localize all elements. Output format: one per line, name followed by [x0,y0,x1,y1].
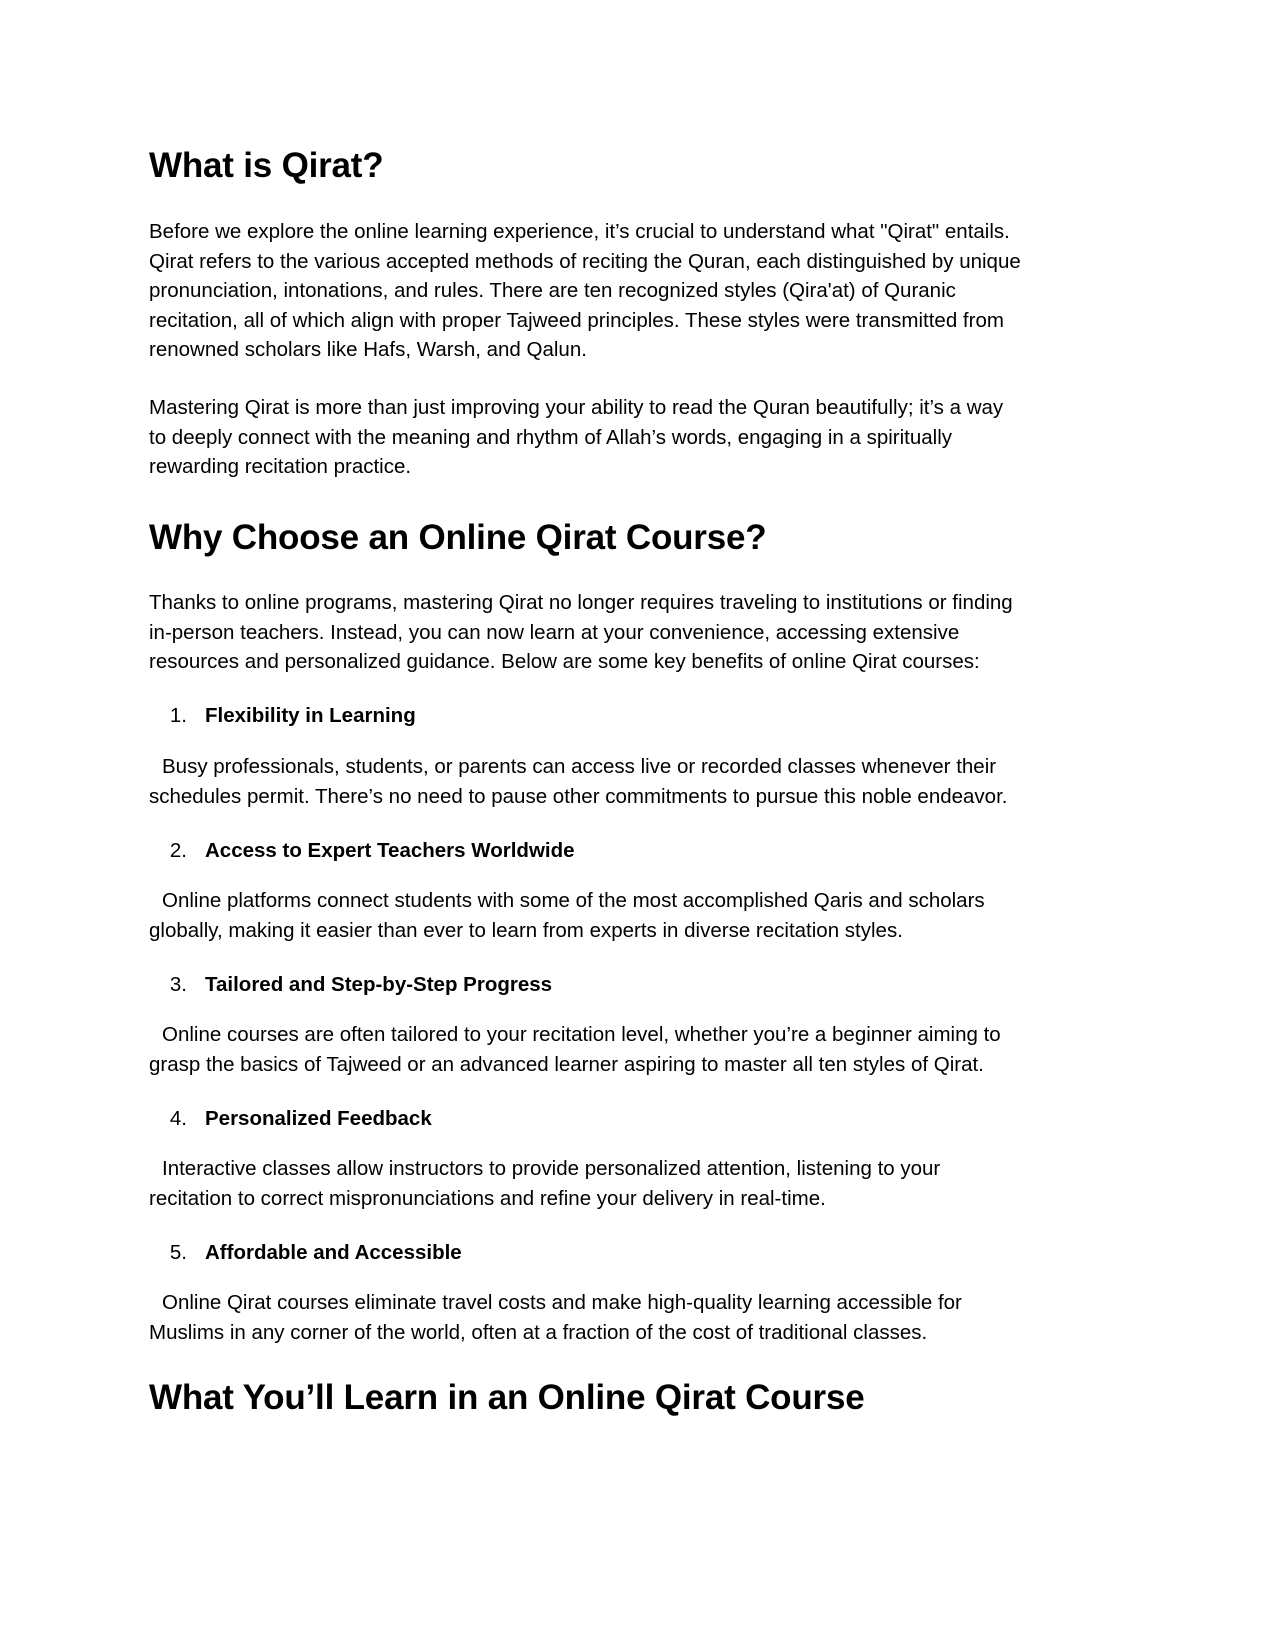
list-number: 4. [169,1107,187,1130]
list-item-benefit-5 [149,1240,462,1266]
benefit-title: Personalized Feedback [205,1107,432,1130]
list-item-benefit-1 [149,703,416,729]
text-line: recitation to correct mispronunciations and refine your delivery in real-time. [149,1186,826,1210]
text-line: rewarding recitation practice. [149,455,412,478]
text-line: renowned scholars like Hafs, Warsh, and Qalun. [149,338,587,361]
paragraph-benefit-5 [149,1288,962,1347]
paragraph-online-intro [149,588,1013,677]
paragraph-benefit-2 [149,886,985,945]
text-line: in-person teachers. Instead, you can now learn at your convenience, accessing extensive [149,620,960,644]
text-line: globally, making it easier than ever to learn from experts in diverse recitation styles. [149,918,903,942]
benefit-title: Flexibility in Learning [205,704,416,727]
heading-what-youll-learn: What You’ll Learn in an Online Qirat Course [149,1378,865,1417]
text-line: grasp the basics of Tajweed or an advanced learner aspiring to master all ten styles of Qirat. [149,1052,984,1076]
paragraph-qirat-definition [149,217,1021,365]
list-item-benefit-4 [149,1106,432,1132]
list-item-benefit-3 [149,972,552,998]
text-line: recitation, all of which align with proper Tajweed principles. These styles were transmitted from [149,308,1004,332]
text-line: Online Qirat courses eliminate travel costs and make high-quality learning accessible for [162,1291,962,1314]
list-item-benefit-2 [149,838,575,864]
paragraph-benefit-4 [149,1154,940,1213]
text-line: pronunciation, intonations, and rules. There are ten recognized styles (Qira'at) of Quranic [149,279,956,302]
text-line: Before we explore the online learning experience, it’s crucial to understand what "Qirat" entails. [149,220,1010,243]
text-line: Interactive classes allow instructors to provide personalized attention, listening to your [162,1157,941,1180]
list-number: 2. [169,839,187,862]
text-line: schedules permit. There’s no need to pause other commitments to pursue this noble endeavor. [149,784,1008,808]
text-line: Qirat refers to the various accepted methods of reciting the Quran, each distinguished by unique [149,249,1021,273]
text-line: Busy professionals, students, or parents can access live or recorded classes whenever their [162,755,997,778]
text-line: to deeply connect with the meaning and rhythm of Allah’s words, engaging in a spiritually [149,425,953,449]
paragraph-benefit-1 [149,752,1007,811]
benefit-title: Affordable and Accessible [205,1241,462,1264]
paragraph-benefit-3 [149,1020,1001,1079]
heading-why-choose-online: Why Choose an Online Qirat Course? [149,518,767,557]
list-number: 3. [169,973,187,996]
list-number: 5. [169,1241,187,1264]
text-line: Online courses are often tailored to your recitation level, whether you’re a beginner aiming to [162,1023,1001,1046]
list-number: 1. [169,704,187,727]
text-line: Thanks to online programs, mastering Qirat no longer requires traveling to institutions or finding [149,591,1013,614]
text-line: Online platforms connect students with some of the most accomplished Qaris and scholars [162,889,985,912]
benefit-title: Access to Expert Teachers Worldwide [205,839,575,862]
text-line: Mastering Qirat is more than just improving your ability to read the Quran beautifully; it’s a way [149,396,1004,419]
benefit-title: Tailored and Step-by-Step Progress [205,973,553,996]
paragraph-mastering-qirat [149,393,1003,482]
text-line: Muslims in any corner of the world, often at a fraction of the cost of traditional classes. [149,1320,928,1344]
heading-what-is-qirat: What is Qirat? [149,146,384,185]
text-line: resources and personalized guidance. Below are some key benefits of online Qirat courses: [149,650,980,673]
